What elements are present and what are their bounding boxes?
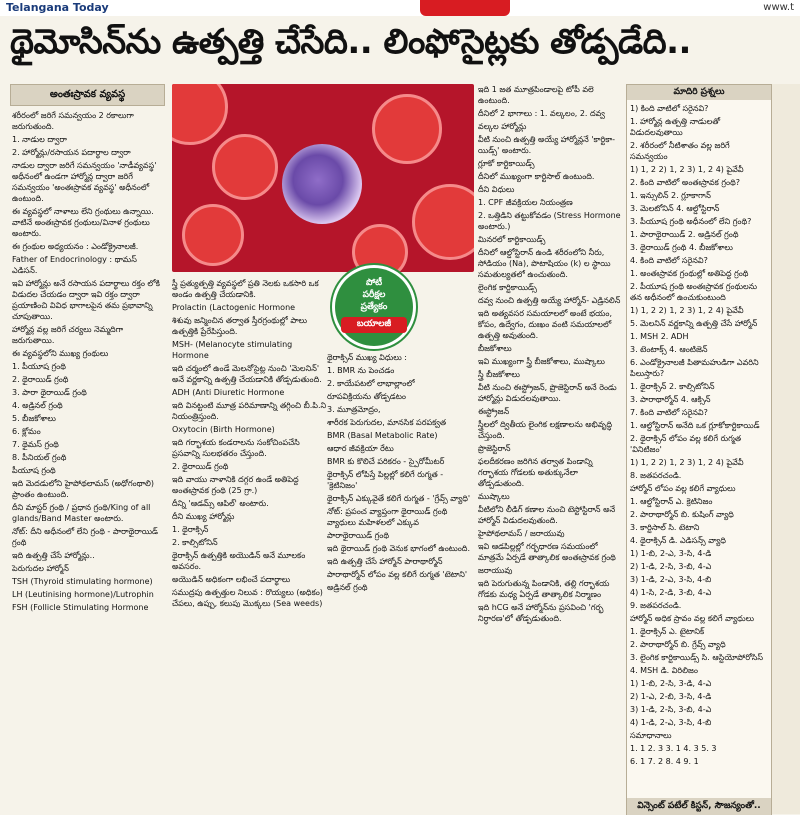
- red-blood-cell: [412, 184, 474, 260]
- qa-line: 7. కింది వాటిలో సరైనవి?: [630, 408, 708, 417]
- text-line: 1. పీయూష గ్రంథి: [12, 362, 66, 371]
- text-line: శారీరక పెరుగుదల, మానసిక పరపక్వత: [327, 418, 447, 427]
- text-line: 8. పీనియల్ గ్రంథి: [12, 453, 67, 462]
- qa-line: 1) 1-బి, 2-ఎ, 3-సి, 4-డి: [630, 549, 712, 558]
- text-line: 7. థైమస్ గ్రంథి: [12, 440, 59, 449]
- qa-line: 2. పారాథార్మోన్ బి. గ్రేవ్స్ వ్యాధి: [630, 640, 726, 649]
- qa-line: 6. ఎండోక్రైనాలజీ పితామహుడిగా ఎవరిని పిలుస్తారు?: [630, 358, 759, 378]
- text-line: జరాయువు: [478, 566, 513, 575]
- text-line: ఫలదీకరణం జరిగిన తర్వాత పిండాన్ని గర్భాశయ గోడలకు అతుక్కునేలా తోడ్పడుతుంది.: [478, 457, 593, 488]
- text-line: 2. కాయేపటలో లాభాల్లాంలో: [327, 379, 415, 388]
- qa-line: 1) 1, 2 2) 1, 2 3) 1, 2 4) పైవేవీ: [630, 458, 744, 467]
- red-blood-cell: [352, 224, 408, 272]
- qa-line: 1. 1 2. 3 3. 1 4. 3 5. 3: [630, 744, 717, 753]
- text-line: వీటి నుంచి ఉత్పత్తి అయ్యే హార్మోన్లనే 'కార్టికా-యిడ్స్' అంటారు.: [478, 135, 616, 155]
- text-line: వీటిలోని లీడిగ్ కణాల నుంచి టెస్టోస్టిరాన్ అనే హార్మోన్ విడుదలవుతుంది.: [478, 505, 616, 525]
- qa-line: 2. థైరాక్సిన్ లోపం వల్ల కలిగే రుగ్మత 'వినిటిజం': [630, 434, 742, 454]
- text-line: సముద్రపు ఉత్పత్తుల నిలువ : రొయ్యలు (అధికం) చేపలు, ఉప్పు, కలుపు మొక్కలు (Sea weeds): [172, 588, 323, 608]
- qa-line: 1) కింది వాటిలో సరైనవి?: [630, 104, 709, 113]
- lymphocyte-cell: [282, 144, 362, 224]
- text-line: ఆధార జీవక్రియా రేటు: [327, 444, 394, 453]
- qa-line: 1. MSH 2. ADH: [630, 332, 689, 341]
- text-line: దీన్ని 'ఆడమ్స్ ఆపిల్' అంటారు.: [172, 499, 269, 508]
- qa-line: 3. థైరాయిడ్ గ్రంథి 4. బీజకోశాలు: [630, 243, 733, 252]
- text-line: ప్రొజెస్టిరాన్: [478, 444, 511, 453]
- brand-tag: [420, 0, 510, 16]
- badge-line: పరీక్షల: [362, 290, 386, 300]
- qa-line: 1) 1, 2 2) 1, 2 3) 1, 2 4) పైవేవీ: [630, 306, 744, 315]
- text-line: ఇది ఉత్పత్తి చేసే హార్మోన్లు..: [12, 551, 95, 560]
- text-line: 6. క్లోమం: [12, 427, 41, 436]
- text-line: పారాథైరాయిడ్ గ్రంథి: [327, 531, 390, 540]
- qa-line: 3. టెంటాక్స్ 4. ఆంటిజెన్: [630, 345, 708, 354]
- text-line: ఈ వ్యవస్థలో నాళాలు లేని గ్రంథులు ఉన్నాయి. వాటినే అంతఃస్రావక గ్రంథులు/వినాళ గ్రంథులు అంటారు.: [12, 207, 154, 238]
- qa-line: 4) 1-డి, 2-ఎ, 3-సి, 4-బి: [630, 718, 712, 727]
- qa-line: 6. 1 7. 2 8. 4 9. 1: [630, 757, 699, 766]
- qa-line: 3. పీయూష గ్రంథి అధీనంలో లేని గ్రంథి?: [630, 217, 752, 226]
- site-url: www.t: [763, 2, 794, 13]
- text-line: బీజకోశాలు: [478, 344, 512, 353]
- text-line: హైపోథలామస్ / జరాయువు: [478, 529, 565, 538]
- text-line: థైరాక్సిన్ ఎక్కువైతే కలిగే రుగ్మత - 'గ్రేవ్స్ వ్యాధి': [327, 494, 471, 503]
- text-line: BMR కు కొలిచే పరికరం - స్పైరోమీటర్: [327, 457, 445, 466]
- text-line: 2. థైరాయిడ్ గ్రంథి: [12, 375, 69, 384]
- text-line: ముష్కాలు: [478, 492, 510, 501]
- text-line: స్త్రీ బీజకోశాలు: [478, 370, 520, 379]
- qa-line: 9. జతపరచండి.: [630, 601, 682, 610]
- text-line: థైరాక్సిన్ లోపిస్తే పిల్లల్లో కలిగే రుగ్మత - 'క్రెటినిజం': [327, 470, 444, 490]
- text-line: Father of Endocrinology : థామస్ ఎడిసన్.: [12, 255, 137, 275]
- qa-line: 1. థైరాక్సిన్ ఎ. టైటానిక్: [630, 627, 705, 636]
- masthead-strip: [0, 0, 800, 16]
- text-line: ఇది చర్మంలో ఉండే మెలనోసైట్ల నుంచి 'మెలనిన్' అనే వర్ణకాన్ని ఉత్పత్తి చేయడానికి తోడ్పడుతుంది.: [172, 364, 322, 384]
- middle-right-column: [327, 352, 474, 813]
- text-line: ఇది వినట్టంటి మూత్ర పరిమాణాన్ని తగ్గించి బీ.పి.ని నియంత్రిస్తుంది.: [172, 401, 327, 421]
- text-line: ఈస్ట్రోజన్: [478, 407, 510, 416]
- badge-line: పోటీ: [365, 278, 383, 288]
- text-line: FSH (Follicle Stimulating Hormone: [12, 603, 149, 612]
- qa-line: 3) 1-డి, 2-ఎ, 3-సి, 4-బి: [630, 575, 712, 584]
- qa-line: 8. జతపరచండి.: [630, 471, 682, 480]
- qa-line: హార్మోన్ లోపం వల్ల కలిగే వ్యాధులు: [630, 484, 736, 493]
- qa-line: 2. పీయూష గ్రంథి అంతఃస్రావక గ్రంథులను తన అధీనంలో ఉంచుకుంటుంది: [630, 282, 758, 302]
- text-line: దీనిలో 2 భాగాలు : 1. వల్కలం, 2. దవ్వ: [478, 109, 605, 118]
- red-blood-cell: [172, 84, 228, 145]
- qa-line: 1. పారాథైరాయిడ్ 2. అడ్రినల్ గ్రంథి: [630, 230, 739, 239]
- qa-line: 4. కింది వాటిలో సరైనవి?: [630, 256, 708, 265]
- text-line: దీనిలో ఆల్డోస్టిరాన్ ఉండి శరీరంలోని నీరు, సోడియం (Na), పొటాషియం (k) ల స్థాయి సమతుల్యతలో ఉంచుతుంది.: [478, 248, 611, 279]
- text-line: స్త్రీ ప్రత్యుత్పత్తి వ్యవస్థలో ప్రతి నెలకు ఒకసారి ఒక అండం ఉత్పత్తి చేయడానికి.: [172, 279, 319, 299]
- blood-cells-illustration: [172, 84, 474, 272]
- bottom-strip: [0, 815, 800, 828]
- text-line: రూపవిక్రియను తోడ్పడటం: [327, 392, 406, 401]
- text-line: ఇది అత్యవసర సమయాలలో అంటే భయం, కోపం, ఉద్వేగం, దుఃఖం వంటి సమయాలలో ఉత్పత్తి అవుతుంది.: [478, 309, 612, 340]
- competitive-exam-badge: [335, 268, 413, 346]
- qa-line: హార్మోన్ అధిక స్రావం వల్ల కలిగే వ్యాధులు: [630, 614, 755, 623]
- qa-line: 2. పారాథార్మోన్ బి. కుషింగ్ వ్యాధి: [630, 510, 734, 519]
- qa-line: 1) 1-బి, 2-సి, 3-డి, 4-ఎ: [630, 679, 712, 688]
- qa-line: 2. కింది వాటిలో అంతఃస్రావక గ్రంథి?: [630, 178, 741, 187]
- text-line: నోట్: ప్రపంచ వ్యాప్తంగా థైరాయిడ్ గ్రంథి వ్యాధులు మహిళలలో ఎక్కువ: [327, 507, 448, 527]
- qa-line: 5. మెలనిన్ వర్ణకాన్ని ఉత్పత్తి చేసే హార్మోన్: [630, 319, 758, 328]
- text-line: థైరాక్సిన్ ఉత్పత్తికి అయొడిన్ అనే మూలకం అవసరం.: [172, 551, 306, 571]
- text-line: ఈ గ్రంథుల అధ్యయనం : ఎండోక్రైనాలజీ.: [12, 242, 139, 251]
- left-column-body: [10, 106, 165, 613]
- qa-body: [627, 100, 771, 772]
- badge-author: బయాలజీ: [341, 317, 407, 333]
- qa-line: 1) 1, 2 2) 1, 2 3) 1, 2 4) పైవేవీ: [630, 165, 744, 174]
- text-line: దీని మాస్టర్ గ్రంథి / ప్రధాన గ్రంథి/King of all glands/Band Master అంటారు.: [12, 503, 151, 523]
- qa-line: 1. అంతఃస్రావక గ్రంథుల్లో అతిపెద్ద గ్రంథి: [630, 269, 749, 278]
- text-line: MSH- (Melanocyte stimulating Hormone: [172, 340, 293, 360]
- text-line: LH (Leutinising hormone)/Lutrophin: [12, 590, 154, 599]
- text-line: TSH (Thyroid stimulating hormone): [12, 577, 153, 586]
- qa-line: 4. MSH డి. విరిలిజం: [630, 666, 698, 675]
- text-line: 2. హార్మోన్లు/రసాయన పదార్థాల ద్వారా: [12, 148, 131, 157]
- text-line: 1. థైరాక్సిన్: [172, 525, 209, 534]
- text-line: 2. ఒత్తిడిని తట్టుకోవడం (Stress Hormone అంటారు.): [478, 211, 621, 231]
- qa-line: 4) 1-సి, 2-డి, 3-బి, 4-ఎ: [630, 588, 712, 597]
- text-line: అయొడిన్ అధికంగా లభించే పదార్థాలు: [172, 575, 291, 584]
- text-line: 3. మూత్రమోద్రం,: [327, 405, 381, 414]
- text-line: వీటి నుంచి ఈస్ట్రోజన్, ప్రొజెస్టిరాన్ అనే రెండు హార్మోన్లు విడుదలవుతాయి.: [478, 383, 617, 403]
- text-line: 3. పారా థైరాయిడ్ గ్రంథి: [12, 388, 87, 397]
- red-blood-cell: [372, 94, 442, 164]
- qa-line: 1. హార్మోన్ల ఉత్పత్తి నాడులతో విడుదలవుతాయి: [630, 117, 721, 137]
- text-line: మినరలో కార్టికాయిడ్స్: [478, 235, 546, 244]
- qa-line: 3. కార్టిసాల్ సి. టెటాని: [630, 523, 700, 532]
- qa-line: సమాధానాలు: [630, 731, 672, 740]
- qa-heading: మాదిరి ప్రశ్నలు: [627, 85, 771, 100]
- text-line: థైరాక్సిన్ ముఖ్య విధులు :: [327, 353, 407, 362]
- text-line: వల్కల హార్మోన్లు: [478, 122, 527, 131]
- text-line: ఇవి ముఖ్యంగా స్త్రీ బీజకోశాలు, ముష్కాలు: [478, 357, 605, 366]
- text-line: ఇది ఉత్పత్తి చేసే హార్మోన్ పారాథార్మోన్: [327, 557, 443, 566]
- text-line: నాడుల ద్వారా జరిగే సమన్వయం 'నాడీవ్యవస్థ' అధీనంలో ఉండగా హార్మోన్ల ద్వారా జరిగే సమన్వయం 'అంతఃస్రావక వ్యవస్థ' అధీనంలో ఉంటుంది.: [12, 161, 157, 203]
- brand-label: Telangana Today: [6, 1, 109, 14]
- qa-line: 2) 1-ఎ, 2-బి, 3-సి, 4-డి: [630, 692, 712, 701]
- text-line: పీయూష గ్రంథి: [12, 466, 56, 475]
- qa-line: 3. మెలటోనిన్ 4. ఆల్డోస్టిరాన్: [630, 204, 720, 213]
- credits-footer: విన్సెంట్ పటేల్ కిస్టన్, సౌజన్యంతో..: [627, 798, 771, 815]
- adjacent-page-edge: [772, 84, 800, 814]
- column-heading: అంతఃస్రావక వ్యవస్థ: [10, 84, 165, 106]
- text-line: ఇది థైరాయిడ్ గ్రంథి వెనుక భాగంలో ఉంటుంది.: [327, 544, 471, 553]
- text-line: దవ్వ నుంచి ఉత్పత్తి అయ్యే హార్మోన్- ఎడ్రినలిన్: [478, 296, 621, 305]
- text-line: నోట్: దీని అధీనంలో లేని గ్రంథి - పారాథైరాయిడ్ గ్రంథి: [12, 527, 158, 547]
- text-line: పారాథార్మోన్ లోపం వల్ల కలిగే రుగ్మత 'టెటాని': [327, 570, 468, 579]
- text-line: దీనిలో ముఖ్యంగా కార్టిసాల్ ఉంటుంది.: [478, 172, 595, 181]
- text-line: 4. అడ్రినల్ గ్రంథి: [12, 401, 63, 410]
- text-line: ఇది hCG అనే హార్మోన్‌ను ప్రసవించి 'గర్భ నిర్ధారణ'లో తోడ్పడుతుంది.: [478, 603, 604, 623]
- text-line: ఈ వ్యవస్థలోని ముఖ్య గ్రంథులు: [12, 349, 109, 358]
- qa-line: 4. థైరాక్సిన్ డి. ఎడిసన్స్ వ్యాధి: [630, 536, 726, 545]
- text-line: ఇవి హార్మోన్లు అనే రసాయన పదార్థాలు రక్తం లోకి విడుదల చేయడం ద్వారా ఇవి రక్తం ద్వారా ప్రయాణించి వివిధ భాగాలపైన తమ ప్రభావాన్ని చూపుతాయి.: [12, 279, 160, 321]
- text-line: స్త్రీలలో ద్వితీయ లైంగిక లక్షణాలను అభివృద్ధి చేస్తుంది.: [478, 420, 613, 440]
- text-line: Prolactin (Lactogenic Hormone: [172, 303, 296, 312]
- text-line: అడ్రినల్ గ్రంథి: [327, 583, 368, 592]
- qa-line: 1. ఇన్సులిన్ 2. గ్లూకాగాన్: [630, 191, 711, 200]
- text-line: ఇది వాయు నాళానికి దగ్గర ఉండే అతిపెద్ద అంతఃస్రావక గ్రంథి (25 గ్రా.): [172, 475, 299, 495]
- red-blood-cell: [182, 204, 244, 266]
- text-line: శిశువు జన్మించిన తర్వాత స్తీరగ్రంథుల్లో పాలు ఉత్పత్తికి ప్రేరేపిస్తుంది.: [172, 316, 308, 336]
- left-column: [10, 84, 165, 814]
- text-line: దీని ముఖ్య హార్మోన్లు: [172, 512, 235, 521]
- text-line: ఇది పెరుగుతున్న పిండానికి, తల్లి గర్భాశయ గోడకు మధ్య ఏర్పడే తాత్కాలిక నిర్మాణం: [478, 579, 610, 599]
- qa-line: 1. ఆల్డోస్టిరాన్ అనేది ఒక గ్లూకోకార్టికాయిడ్: [630, 421, 760, 430]
- text-line: ఇది మెదడులోని హైపోథలామస్ (అధోగంథాలి) ప్రాంతం ఉంటుంది.: [12, 479, 155, 499]
- badge-line: ప్రత్యేకం: [360, 302, 388, 312]
- headline: థైమోసిన్‌ను ఉత్పత్తి చేసేది.. లింఫోసైట్లకు తోడ్పడేది..: [10, 22, 691, 62]
- text-line: ఇవి ఆడపిల్లల్లో గర్భధారణ సమయంలో మాత్రమే ఏర్పడే తాత్కాలిక అంతఃస్రావక గ్రంథి: [478, 542, 616, 562]
- text-line: 2. కాల్సిటోనిన్: [172, 538, 218, 547]
- text-line: 1. CPF జీవక్రియల నియంత్రణ: [478, 198, 573, 207]
- middle-left-column: [172, 278, 327, 813]
- text-line: దీని విధులు: [478, 185, 515, 194]
- text-line: పెరుగుదల హార్మోన్: [12, 564, 69, 573]
- qa-line: 3. లైంగిక కార్టికాయిడ్స్ సి. ఆస్టియోపోరోసిస్: [630, 653, 763, 662]
- text-line: గ్లూకో కార్టికాయిడ్స్: [478, 159, 535, 168]
- text-line: 5. బీజకోశాలు: [12, 414, 56, 423]
- qa-line: 3. పారాథార్మోన్ 4. ఆక్సిన్: [630, 395, 711, 404]
- text-line: Oxytocin (Birth Hormone): [172, 425, 275, 434]
- qa-line: 2. శరీరంలో నీటిశాతం వల్ల జరిగే సమన్వయం: [630, 141, 730, 161]
- third-column: [478, 84, 623, 814]
- qa-line: 3) 1-డి, 2-సి, 3-బి, 4-ఎ: [630, 705, 712, 714]
- model-questions-box: [626, 84, 772, 816]
- qa-line: 1. ఆల్డోస్టిరాన్ ఎ. క్రెటినిజం: [630, 497, 713, 506]
- text-line: 1. నాడుల ద్వారా: [12, 135, 67, 144]
- text-line: హార్మోన్ల వల్ల జరిగే చర్యలు నెమ్మదిగా జరుగుతాయి.: [12, 325, 124, 345]
- text-line: శరీరంలో జరిగే సమన్వయం 2 రకాలుగా జరుగుతుంది.: [12, 111, 134, 131]
- text-line: 2. థైరాయిడ్ గ్రంథి: [172, 462, 229, 471]
- text-line: ADH (Anti Diuretic Hormone: [172, 388, 285, 397]
- text-line: BMR (Basal Metabolic Rate): [327, 431, 438, 440]
- red-blood-cell: [212, 134, 278, 200]
- text-line: 1. BMR ను పెంచడం: [327, 366, 395, 375]
- qa-line: 2) 1-డి, 2-సి, 3-బి, 4-ఎ: [630, 562, 712, 571]
- text-line: లైంగిక కార్టికాయిడ్స్: [478, 283, 537, 292]
- qa-line: 1. థైరాక్సిన్ 2. కాల్సిటోనిన్: [630, 382, 715, 391]
- text-line: ఇది గర్భాశయ కండరాలను సంకోచింపచేసి ప్రసవాన్ని సులభతరం చేస్తుంది.: [172, 438, 300, 458]
- text-line: ఇది 1 జత మూత్రపిండాలపై టోపీ వలె ఉంటుంది.: [478, 85, 594, 105]
